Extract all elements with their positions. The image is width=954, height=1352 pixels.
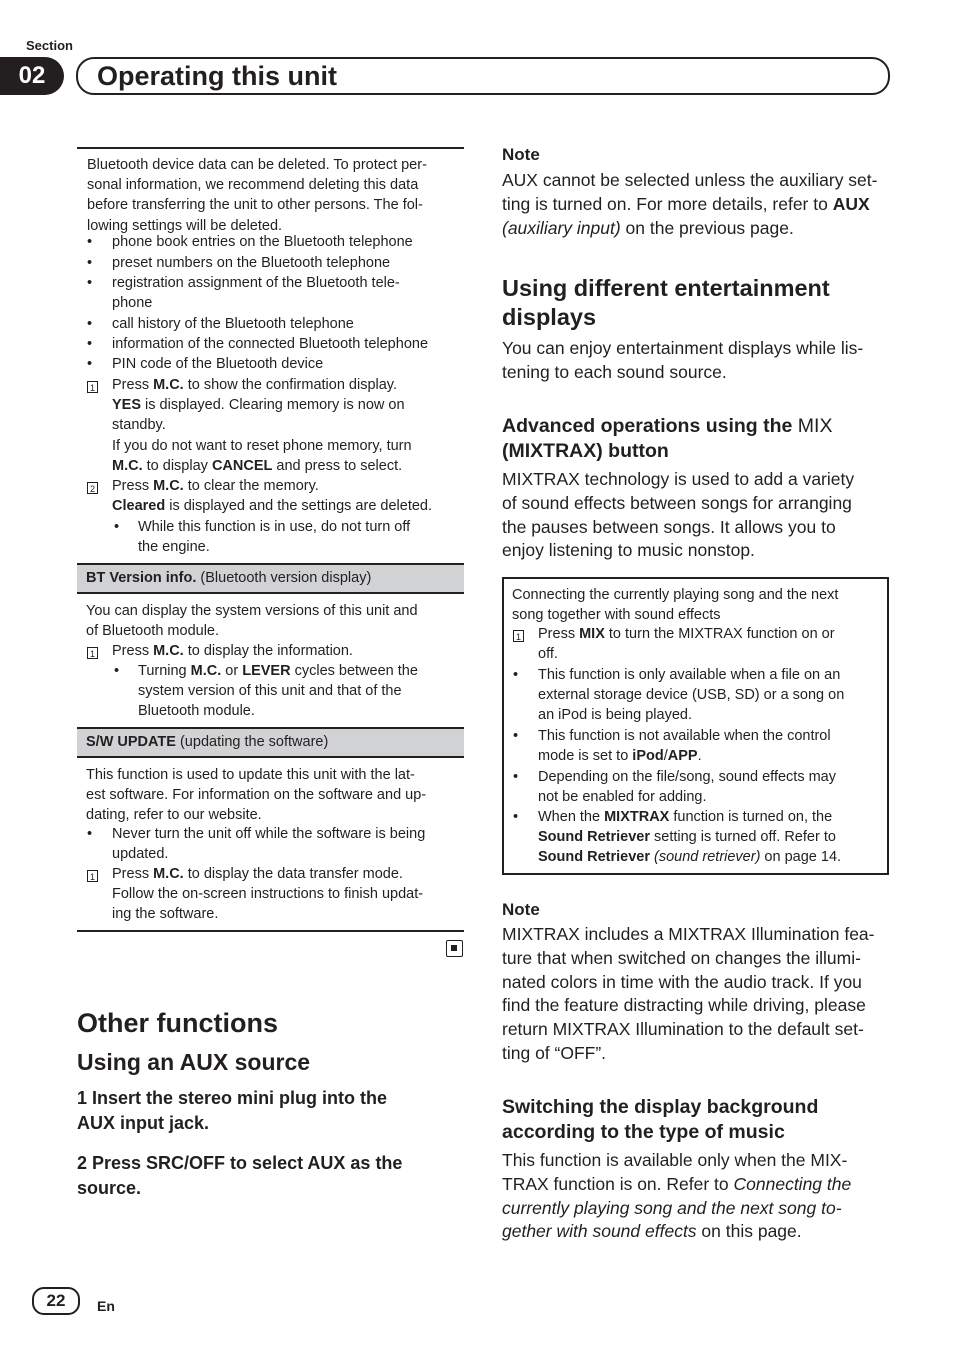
section-label: Section (26, 38, 73, 53)
step-number: 1 (87, 381, 98, 393)
end-mark-icon (446, 940, 463, 957)
step-number: 2 (87, 482, 98, 494)
bullet-dot: • (87, 316, 93, 332)
advanced-heading: Advanced operations using the MIX (MIXTRAX) button (502, 415, 833, 462)
bt-version-text: You can display the system versions of this unit and of Bluetooth module. (86, 603, 418, 640)
list-item: This function is only available when a file on an external storage device (USB, SD) or a song on an iPod is being played. (538, 667, 845, 724)
list-item: information of the connected Bluetooth telephone (112, 336, 429, 352)
sw-update-text: This function is used to update this unit with the lat- est software. For information on the software and up- dating, refer to our website. (86, 767, 427, 824)
bt-version-step: Press M.C. to display the information. (112, 643, 353, 659)
bullet-dot: • (513, 667, 519, 683)
bt-clear-intro: Bluetooth device data can be deleted. To protect per- sonal information, we recommend deleting this data before transferring the unit to other persons. The fol- lowing settings will be deleted. (87, 157, 427, 234)
sw-update-step: Press M.C. to display the data transfer mode. Follow the on-screen instructions to finish updat- ing the software. (112, 866, 424, 923)
other-functions-heading: Other functions (77, 1008, 278, 1038)
list-item: preset numbers on the Bluetooth telephone (112, 255, 391, 271)
list-item: call history of the Bluetooth telephone (112, 316, 354, 332)
list-item: While this function is in use, do not turn off the engine. (138, 519, 411, 556)
step-number: 1 (513, 630, 524, 642)
note-heading: Note (502, 145, 540, 164)
bullet-dot: • (87, 356, 93, 372)
sw-update-bar: S/W UPDATE (updating the software) (77, 727, 464, 758)
bullet-dot: • (87, 275, 93, 291)
bullet-dot: • (513, 728, 519, 744)
bullet-dot: • (87, 255, 93, 271)
entertainment-text: You can enjoy entertainment displays while lis- tening to each sound source. (502, 338, 864, 382)
bt-version-bar: BT Version info. (Bluetooth version display) (77, 563, 464, 594)
note-text: AUX cannot be selected unless the auxiliary set- ting is turned on. For more details, refer to AUX (auxiliary input) on the previous page. (502, 170, 878, 238)
section-rule (77, 147, 464, 149)
bullet-dot: • (513, 809, 519, 825)
list-item: Never turn the unit off while the software is being updated. (112, 826, 426, 863)
step-number: 1 (87, 647, 98, 659)
note-heading: Note (502, 900, 540, 919)
list-item: Depending on the file/song, sound effects may not be enabled for adding. (538, 769, 836, 806)
section-number-badge: 02 (0, 57, 64, 95)
list-item: registration assignment of the Bluetooth tele- phone (112, 275, 400, 312)
list-item: Turning M.C. or LEVER cycles between the system version of this unit and that of the Bluetooth module. (138, 663, 418, 720)
switching-text: This function is available only when the MIX- TRAX function is on. Refer to Connecting the currently playing song and the next song to- gether with sound effects on this page. (502, 1150, 852, 1242)
advanced-text: MIXTRAX technology is used to add a variety of sound effects between songs for arranging the pauses between songs. It allows you to enjoy listening to music nonstop. (502, 469, 855, 561)
language-label: En (97, 1298, 115, 1314)
step-1-text: Press M.C. to show the confirmation display. YES is displayed. Clearing memory is now on standby. If you do not want to reset phone memory, turn M.C. to display CANCEL and press to select. (112, 377, 412, 474)
bullet-dot: • (87, 826, 93, 842)
step-2-text: Press M.C. to clear the memory. Cleared is displayed and the settings are deleted. (112, 478, 433, 515)
switching-heading: Switching the display background according to the type of music (502, 1096, 819, 1143)
bullet-dot: • (114, 663, 120, 679)
section-end-rule (77, 930, 464, 932)
list-item: PIN code of the Bluetooth device (112, 356, 324, 372)
entertainment-heading: Using different entertainment displays (502, 275, 830, 330)
bullet-dot: • (87, 234, 93, 250)
list-item: This function is not available when the control mode is set to iPod/APP. (538, 728, 831, 765)
bullet-dot: • (114, 519, 120, 535)
mixtrax-step: Press MIX to turn the MIXTRAX function on or off. (538, 626, 835, 663)
bullet-dot: • (513, 769, 519, 785)
list-item: When the MIXTRAX function is turned on, the Sound Retriever setting is turned off. Refer to Sound Retriever (sound retriever) on page 14. (538, 809, 842, 866)
list-item: phone book entries on the Bluetooth telephone (112, 234, 413, 250)
mixtrax-box-title: Connecting the currently playing song and the next song together with sound effects (512, 587, 839, 624)
page-title: Operating this unit (97, 61, 337, 91)
page-number: 22 (32, 1287, 80, 1315)
step-number: 1 (87, 870, 98, 882)
aux-heading: Using an AUX source (77, 1049, 311, 1075)
aux-step-2: 2 Press SRC/OFF to select AUX as the source. (77, 1153, 403, 1198)
aux-step-1: 1 Insert the stereo mini plug into the AUX input jack. (77, 1088, 388, 1133)
bullet-dot: • (87, 336, 93, 352)
note-text: MIXTRAX includes a MIXTRAX Illumination fea- ture that when switched on changes the illumi- nated colors in time with the audio track. If you find the feature distracting while driving, please return MIXTRAX Illumination to the default set- ting of “OFF”. (502, 924, 875, 1063)
